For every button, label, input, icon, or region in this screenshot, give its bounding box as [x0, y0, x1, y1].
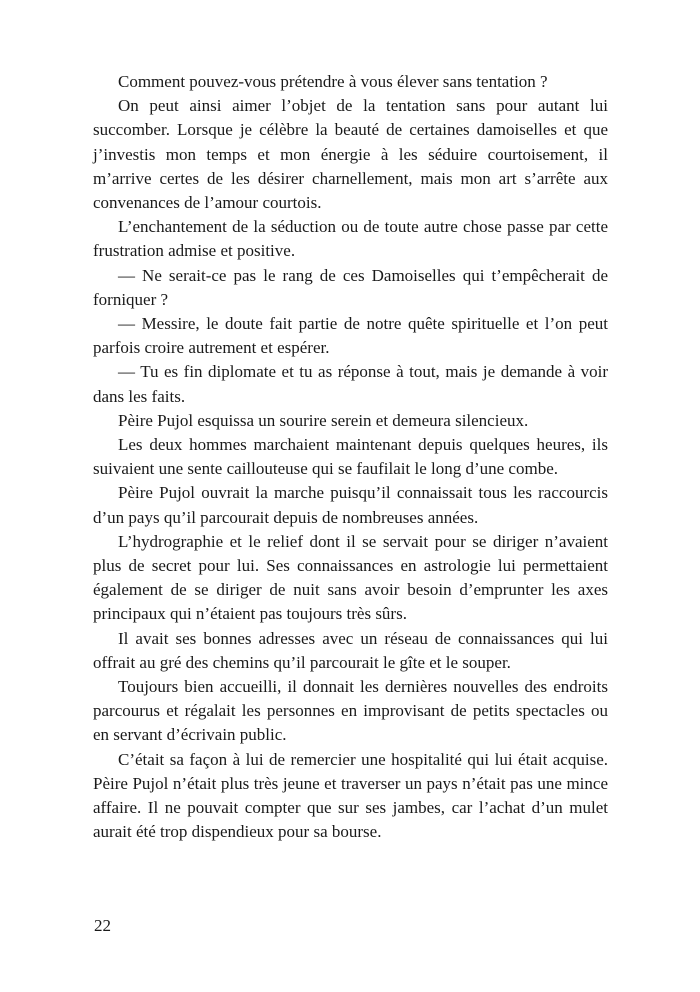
paragraph: Toujours bien accueilli, il donnait les dernières nouvelles des endroits parcourus et régalait les personnes en improvisant de petits spectacles ou en servant d’écrivain public.: [93, 677, 608, 745]
paragraph: Il avait ses bonnes adresses avec un réseau de connaissances qui lui offrait au gré des chemins qu’il parcourait le gîte et le souper.: [93, 628, 608, 672]
paragraph: Pèire Pujol esquissa un sourire serein et demeura silencieux.: [118, 410, 529, 430]
paragraph: On peut ainsi aimer l’objet de la tentation sans pour autant lui succomber. Lorsque je célèbre la beauté de certaines damoiselles et que j’investis mon temps et mon énergie à les séduire courtoisement, il m’arrive certes de les désirer charnellement, mais mon art s’arrête aux convenances de l’amour courtois.: [93, 96, 608, 213]
page-number: 22: [94, 916, 111, 935]
paragraph: Comment pouvez-vous prétendre à vous élever sans tentation ?: [118, 72, 548, 91]
paragraph: Pèire Pujol ouvrait la marche puisqu’il connaissait tous les raccourcis d’un pays qu’il parcourait depuis de nombreuses années.: [93, 483, 608, 527]
dialogue-paragraph: — Ne serait-ce pas le rang de ces Damoiselles qui t’empêcherait de forniquer ?: [93, 265, 608, 309]
paragraph: Les deux hommes marchaient maintenant depuis quelques heures, ils suivaient une sente caillouteuse qui se faufilait le long d’une combe.: [93, 435, 608, 479]
paragraph: C’était sa façon à lui de remercier une hospitalité qui lui était acquise. Pèire Pujol n’était plus très jeune et traverser un pays n’était pas une mince affaire. Il ne pouvait compter que sur ses jambes, car l’achat d’un mulet aurait été trop dispendieux pour sa bourse.: [93, 749, 608, 842]
body-text: [93, 70, 608, 845]
dialogue-paragraph: — Messire, le doute fait partie de notre quête spirituelle et l’on peut parfois croire autrement et espérer.: [93, 314, 608, 358]
paragraph: L’enchantement de la séduction ou de toute autre chose passe par cette frustration admise et positive.: [93, 217, 608, 261]
dialogue-paragraph: — Tu es fin diplomate et tu as réponse à tout, mais je demande à voir dans les faits.: [93, 362, 608, 406]
paragraph: L’hydrographie et le relief dont il se servait pour se diriger n’avaient plus de secret pour lui. Ses connaissances en astrologie lui permettaient également de se diriger de nuit sans avoir besoin d’emprunter les axes principaux qui n’étaient pas toujours très sûrs.: [93, 531, 608, 624]
